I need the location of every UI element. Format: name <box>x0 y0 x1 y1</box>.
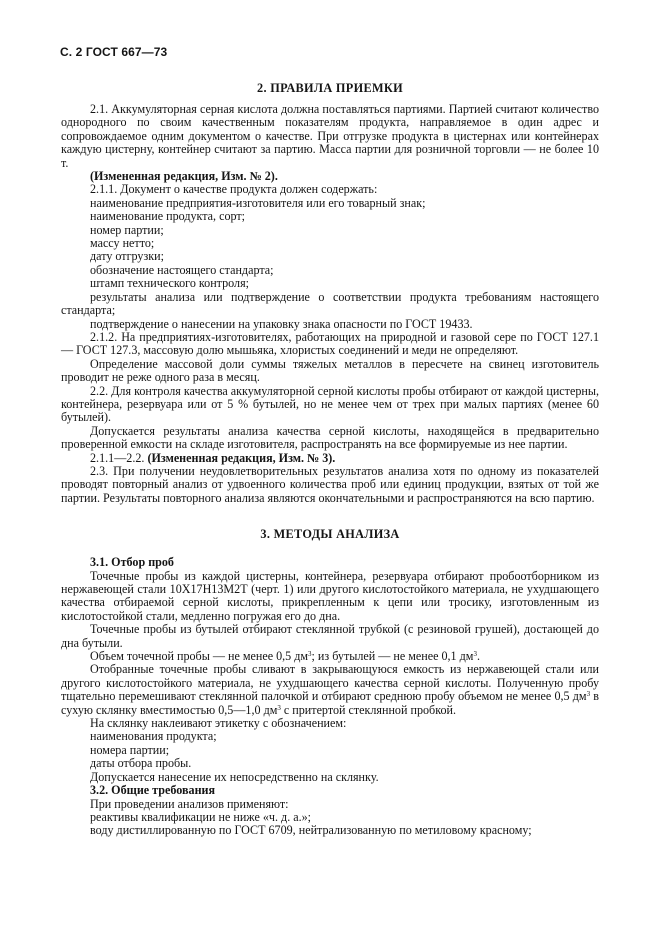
subsection-3-2-title: 3.2. Общие требования <box>90 783 216 798</box>
superscript: 3 <box>277 703 281 712</box>
running-head: С. 2 ГОСТ 667—73 <box>60 45 168 59</box>
list-item: реактивы квалификации не ниже «ч. д. а.»; <box>90 809 312 824</box>
text-run: ; из бутылей — не менее 0,1 дм <box>311 649 474 664</box>
text-run: Отобранные точечные пробы сливают в закрывающуюся емкость из нержавеющей стали или другого кислотостойкого материала, не ухудшающего качества серной кислоты. Полученную пробу тщательно перемешивают стеклянной палочкой и отбирают среднюю пробу объемом не менее 0,5 дм <box>61 662 599 704</box>
amendment-note-3 <box>61 452 599 465</box>
list-item: наименование предприятия-изготовителя или его товарный знак; <box>90 195 426 210</box>
subsection-3-1-title: 3.1. Отбор проб <box>90 555 174 570</box>
text-run: в сухую склянку вместимостью 0,5—1,0 дм <box>61 689 600 717</box>
list-item: номер партии; <box>90 222 164 237</box>
clause-3-1-sampling: Точечные пробы из каждой цистерны, контейнера, резервуара отбирают пробоотборником из нержавеющей стали 10Х17Н13М2Т (черт. 1) или другого кислотостойкого материала, не ухудшающего качества отбираемой серной кислоты, прикрепленным к цепи или тросику, изготовленным из кислотостойкой стали, медленно погружая его до дна. <box>61 568 599 623</box>
clause-2-1-1: 2.1.1. Документ о качестве продукта должен содержать: <box>90 182 378 197</box>
text-run: . <box>476 649 480 664</box>
clause-3-1-volume <box>61 650 599 663</box>
clause-2-3: 2.3. При получении неудовлетворительных результатов анализа хотя по одному из показателей проводят повторный анализ от удвоенного количества проб или единиц продукции, взятых от той же партии. Результаты повторного анализа являются окончательными и распространяются на всю партию. <box>61 463 599 505</box>
section-2-title: 2. ПРАВИЛА ПРИЕМКИ <box>257 81 403 95</box>
list-item: даты отбора пробы. <box>90 756 192 771</box>
clause-3-1-label: На склянку наклеивают этикетку с обозначением: <box>90 716 347 731</box>
clause-3-1-label-direct: Допускается нанесение их непосредственно на склянку. <box>90 769 379 784</box>
list-item: наименование продукта, сорт; <box>90 209 246 224</box>
superscript: 3 <box>473 650 477 659</box>
amendment-note-2: (Измененная редакция, Изм. № 2). <box>90 169 278 184</box>
list-item: штамп технического контроля; <box>90 276 250 291</box>
list-item: наименования продукта; <box>90 729 217 744</box>
list-item-results: результаты анализа или подтверждение о соответствии продукта требованиям настоящего стандарта; <box>61 289 599 318</box>
section-3-title: 3. МЕТОДЫ АНАЛИЗА <box>260 527 400 542</box>
superscript: 3 <box>586 690 591 699</box>
list-item: воду дистиллированную по ГОСТ 6709, нейтрализованную по метиловому красному; <box>90 823 532 838</box>
list-item: массу нетто; <box>90 236 155 251</box>
superscript: 3 <box>308 650 312 659</box>
clause-2-1: 2.1. Аккумуляторная серная кислота должна поставляться партиями. Партией считают количество однородного по своим качественным показателям продукта, направляемое в один адрес и сопровождаемое одним документом о качестве. При отгрузке продукта в цистернах или контейнерах каждую цистерну, контейнер считают за партию. Масса партии для розничной торговли — не более 10 т. <box>61 102 599 170</box>
clause-2-2-tank-results: Допускается результаты анализа качества серной кислоты, находящейся в предварительно проверенной емкости на складе изготовителя, распространять на все формируемые из нее партии. <box>61 423 599 452</box>
clause-3-1-bottles: Точечные пробы из бутылей отбирают стеклянной трубкой (с резиновой грушей), достающей до дна бутыли. <box>61 622 599 650</box>
clause-2-2: 2.2. Для контроля качества аккумуляторной серной кислоты пробы отбирают от каждой цистерны, контейнера, резервуара или от 5 % бутылей, но не менее чем от трех при малых партиях (менее 60 бутылей). <box>61 383 599 425</box>
clause-3-1-composite <box>61 663 599 717</box>
list-item: номера партии; <box>90 742 170 757</box>
amendment-text: (Измененная редакция, Изм. № 3). <box>147 450 336 465</box>
text-run: Объем точечной пробы — не менее 0,5 дм <box>90 649 309 664</box>
text-run: с притертой стеклянной пробкой. <box>280 702 456 717</box>
clause-2-1-2-heavy-metals: Определение массовой доли суммы тяжелых металлов в пересчете на свинец изготовитель проводит не реже одного раза в месяц. <box>61 356 599 385</box>
list-item: обозначение настоящего стандарта; <box>90 262 274 277</box>
list-item-hazard-label: подтверждение о нанесении на упаковку знака опасности по ГОСТ 19433. <box>90 316 473 331</box>
list-item: дату отгрузки; <box>90 249 164 264</box>
amendment-range: 2.1.1—2.2. <box>90 450 148 465</box>
clause-2-1-2: 2.1.2. На предприятиях-изготовителях, работающих на природной и газовой сере по ГОСТ 127.1 — ГОСТ 127.3, массовую долю мышьяка, хлористых соединений и меди не определяют. <box>61 329 599 358</box>
clause-3-2-intro: При проведении анализов применяют: <box>90 796 289 811</box>
